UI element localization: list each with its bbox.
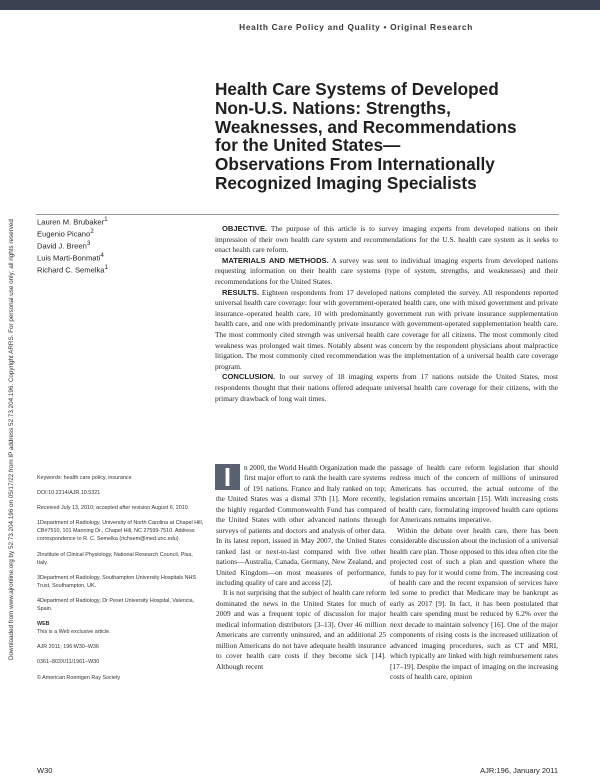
abstract-objective: OBJECTIVE. The purpose of this article is to survey imaging experts from developed nations on their impression of their own health care system and recommendations for the U.S. health care system as it seeks to enact health care reform. xyxy=(215,224,558,255)
abstract-heading: MATERIALS AND METHODS. xyxy=(222,255,329,265)
title-line: Non-U.S. Nations: Strengths, xyxy=(215,97,451,118)
article-title xyxy=(215,80,555,193)
body-paragraph: It is not surprising that the subject of health care reform dominated the news in the United States for much of 2009 and was a frequent topic of discussion for major medical information distributors [3–13]. Over 46 million Americans are currently uninsured, and an additional 25 million Americans do not have adequate health insurance to cover health care costs if they become sick [14]. Although recent xyxy=(216,588,386,671)
abstract-heading: CONCLUSION. xyxy=(222,372,276,382)
abstract-conclusion: CONCLUSION. In our survey of 18 imaging experts from 17 nations outside the United States, most respondents thought that their nations offered adequate universal health care coverage for their citizens, with the primary drawback of long wait times. xyxy=(215,372,558,403)
body-paragraph: Within the debate over health care, there has been considerable discussion about the inclusion of a universal health care plan. Those opposed to this idea often cite the projected cost of such a plan and question where the funds to pay for it would come from. The increasing cost of health care and the recent expansion of services have led some to predict that Medicare may be bankrupt as early as 2017 [9]. In fact, it has been postulated that health care spending must be reduced by 6.2% over the next decade to maintain solvency [16]. One of the major components of rising costs is the increased utilization of advanced imaging procedures, such as CT and MRI, which typically are linked with high reimbursement rates [17–19]. Despite the impact of imaging on the increasing costs of health care, opinion xyxy=(390,525,558,682)
body-paragraph: I n 2000, the World Health Organization made the first major effort to rank the health care systems of 191 nations. France and Italy ranked on top; the United States was a dismal 37th [1]. More recently, the highly regarded Commonwealth Fund has compared the United States with other advanced nations through surveys of patients and doctors and analysis of other data. In its latest report, issued in May 2007, the United States ranked last or next-to-last compared with five other nations—Australia, Canada, Germany, New Zealand, and United Kingdom—on most measures of performance, including quality of care and access [2]. xyxy=(216,462,386,587)
abstract-heading: RESULTS. xyxy=(222,287,259,297)
affiliation-4: 4Department of Radiology, Dr Peset University Hospital, Valencia, Spain. xyxy=(37,597,195,613)
page-number: W30 xyxy=(37,766,53,775)
author: David J. Breen$^3$ xyxy=(37,240,91,251)
author: Richard C. Semelka$^1$ xyxy=(37,264,109,275)
received-date: Received July 13, 2010; accepted after revision August 6, 2010. xyxy=(37,505,190,512)
article-metadata xyxy=(37,474,205,689)
doi: DOI:10.2214/AJR.10.5321 xyxy=(37,490,101,497)
top-rule xyxy=(0,0,600,10)
affiliation-2: 2Institute of Clinical Physiology, National Research Council, Pisa, Italy. xyxy=(37,551,193,566)
abstract xyxy=(215,224,558,404)
title-line: Observations From Internationally xyxy=(215,154,495,175)
author: Eugenio Picano$^2$ xyxy=(37,228,94,239)
issn: 0361–803X/11/1961–W30 xyxy=(37,659,100,666)
affiliation-3: 3Department of Radiology, Southampton University Hospitals NHS Trust, Southampton, UK. xyxy=(37,574,196,589)
author-list xyxy=(37,214,207,274)
abstract-methods: MATERIALS AND METHODS. A survey was sent to individual imaging experts from developed nations requesting information on their health care systems (type of system, strengths, and weaknesses) and their recommendations for the United States. xyxy=(215,255,558,286)
copyright: © American Roentgen Ray Society xyxy=(37,674,121,681)
title-line: for the United States— xyxy=(215,135,401,156)
drop-cap: I xyxy=(215,464,240,490)
abstract-heading: OBJECTIVE. xyxy=(222,224,268,233)
body-paragraph: passage of health care reform legislation that should redress much of the concern of millions of uninsured Americans has occurred, the actual outcome of the legislation remains uncertain [15]. With increasing costs of health care, formulating improved health care options for Americans remains imperative. xyxy=(390,463,558,525)
body-column-2 xyxy=(390,463,558,683)
citation: AJR 2011; 196:W30–W36 xyxy=(37,644,99,651)
section-header: Health Care Policy and Quality • Original Research xyxy=(239,22,473,32)
body-column-1 xyxy=(216,463,386,672)
abstract-results: RESULTS. Eighteen respondents from 17 developed nations completed the survey. All respondents reported universal health care coverage: four with government-operated health care, one with mixed government and private insurance–operated health care, 10 with predominantly government run with private insurance supplementation health care, and one with predominantly private insurance with government-operated supplementation health care. The most commonly cited strength was universal health care coverage for all citizens. The most commonly cited weakness was prolonged wait times. Notably absent was concern by the respondent physicians about malpractice litigation. The most commonly cited recommendation was the implementation of a universal health care coverage program. xyxy=(215,287,558,371)
keywords: Keywords: health care policy, insurance xyxy=(37,475,132,481)
author: Luis Marti-Bonmati$^4$ xyxy=(37,252,104,263)
web-label: WEB xyxy=(37,621,50,628)
web-note: This is a Web exclusive article. xyxy=(37,629,111,636)
journal-issue: AJR:196, January 2011 xyxy=(480,766,558,775)
author: Lauren M. Brubaker$^1$ xyxy=(37,216,108,227)
title-line: Health Care Systems of Developed xyxy=(215,79,499,99)
title-line: Weaknesses, and Recommendations xyxy=(215,116,517,137)
title-line: Recognized Imaging Specialists xyxy=(215,172,477,193)
sidebar-download-notice: Downloaded from www.ajronline.org by 52.73.204.196 on 05/17/22 from IP address 52.73.204.196. Copyright ARRS. For personal use only; all rights reserved xyxy=(8,219,15,660)
affiliation-1: 1Department of Radiology, University of North Carolina at Chapel Hill, CB#7510, 101 Manning Dr., Chapel Hill, NC 27599-7510. Address correspondence to R. C. Semelka (richsem@med.unc.edu). xyxy=(37,520,204,543)
